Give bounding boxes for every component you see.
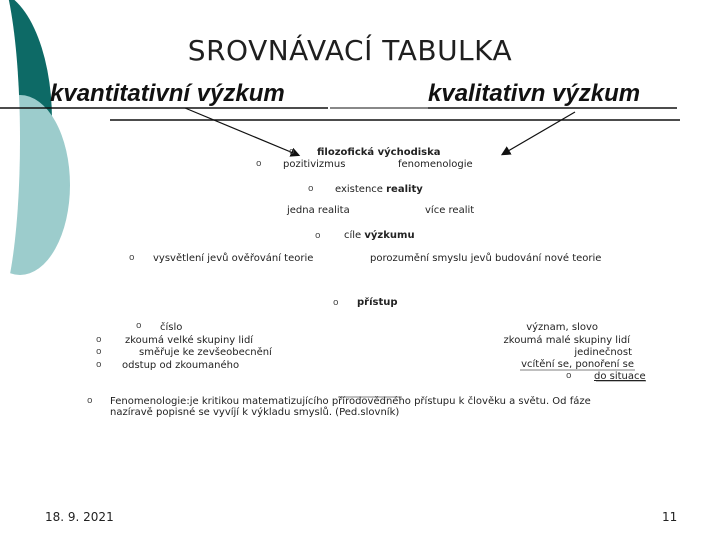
bullet-icon: o — [96, 347, 102, 357]
right-list-item: jedinečnost — [574, 347, 632, 358]
bullet-icon: o — [566, 371, 572, 381]
heading-qualitative: kvalitativn výzkum — [428, 80, 641, 107]
left-list-item: odstup od zkoumaného — [122, 360, 240, 371]
value-more-realities: více realit — [425, 205, 475, 216]
bullet-icon: o — [289, 147, 295, 157]
value-one-reality: jedna realita — [287, 205, 350, 216]
value-understanding: porozumění smyslu jevů budování nové teorie — [370, 253, 602, 264]
page-number: 11 — [662, 510, 678, 524]
bullet-icon: o — [256, 159, 262, 169]
bullet-icon: o — [87, 396, 93, 406]
value-explanation: vysvětlení jevů ověřování teorie — [153, 253, 314, 264]
left-list-item: zkoumá velké skupiny lidí — [125, 335, 254, 346]
left-list-item: směřuje ke zevšeobecnění — [139, 347, 272, 358]
bullet-icon: o — [333, 298, 339, 308]
value-phenomenology: fenomenologie — [398, 159, 473, 170]
label-reality: existence reality — [335, 184, 423, 195]
label-philosophy: filozofická východiska — [317, 147, 441, 158]
right-list-item: zkoumá malé skupiny lidí — [503, 335, 630, 346]
right-list-item: vcítění se, ponoření se — [521, 359, 634, 370]
bullet-icon: o — [96, 335, 102, 345]
heading-quantitative: kvantitativní výzkum — [50, 80, 285, 107]
bullet-icon: o — [129, 253, 135, 263]
slide-title: SROVNÁVACÍ TABULKA — [187, 34, 513, 67]
note-line-2: nazíravě popisné se vyvíjí k výkladu smyslů. (Ped.slovník) — [110, 407, 400, 418]
footer-date: 18. 9. 2021 — [45, 510, 114, 524]
left-list-item: číslo — [160, 322, 183, 333]
label-research-goals: cíle výzkumu — [344, 230, 415, 241]
bullet-icon: o — [136, 321, 142, 331]
label-approach: přístup — [357, 297, 398, 308]
right-list-item: význam, slovo — [526, 322, 598, 333]
right-list-item: do situace — [594, 371, 646, 382]
note-line-1: Fenomenologie:je kritikou matematizujícího přírodovědného přístupu k člověku a světu. Od fáze — [110, 396, 591, 407]
value-positivism: pozitivizmus — [283, 159, 346, 170]
arrow-left — [185, 108, 298, 155]
bullet-icon: o — [308, 184, 314, 194]
bullet-icon: o — [315, 231, 321, 241]
arrow-right — [503, 112, 575, 154]
bullet-icon: o — [96, 360, 102, 370]
